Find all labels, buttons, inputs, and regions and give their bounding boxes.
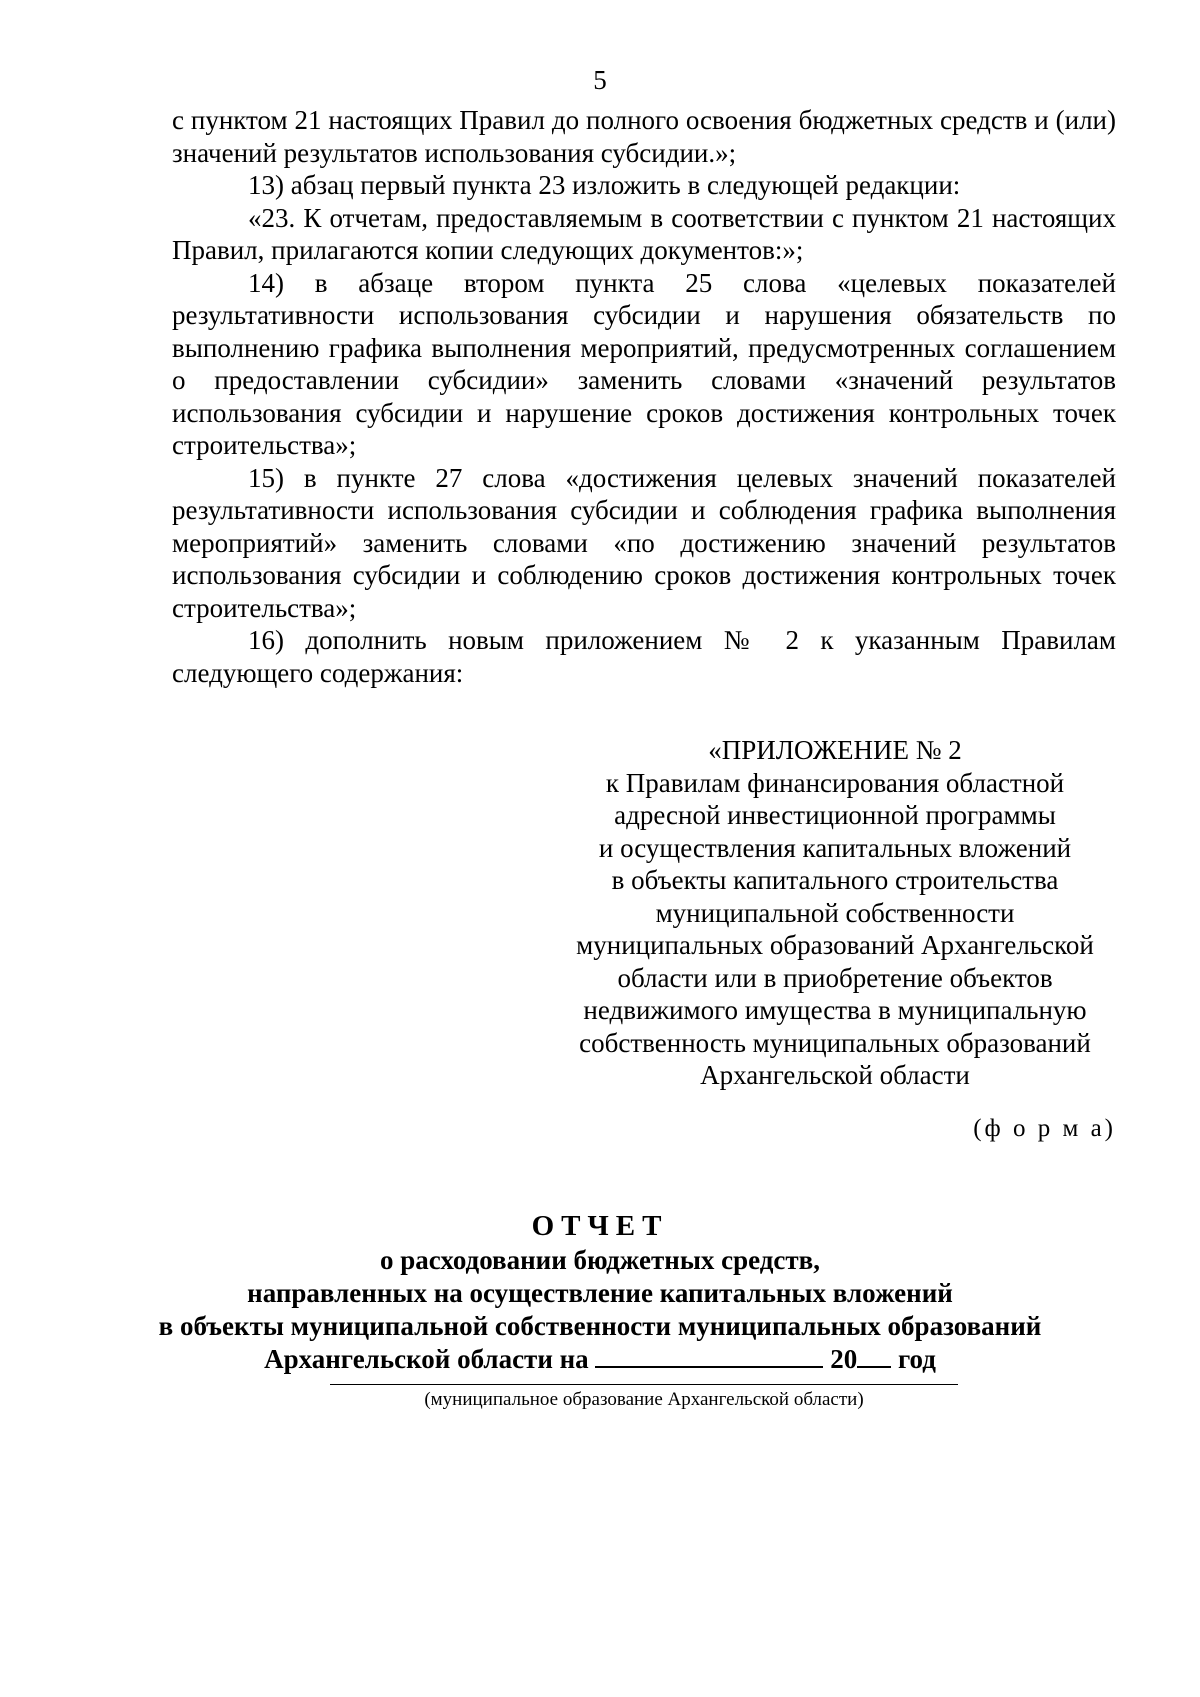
paragraph-item-16: 16) дополнить новым приложением № 2 к указанным Правилам следующего содержания: — [172, 625, 1116, 688]
report-period-line — [0, 1343, 1200, 1376]
appendix-line: области или в приобретение объектов — [617, 962, 1053, 993]
paragraph-quote-23: «23. К отчетам, предоставляемым в соответствии с пунктом 21 настоящих Правил, прилагаются копии следующих документов:»; — [172, 202, 1116, 265]
appendix-line: недвижимого имущества в муниципальную — [583, 995, 1087, 1025]
period-blank[interactable] — [595, 1344, 823, 1368]
appendix-line: муниципальной собственности — [655, 897, 1015, 928]
report-title: ОТЧЕТ — [531, 1210, 669, 1242]
appendix-line: собственность муниципальных образований — [579, 1027, 1091, 1058]
appendix-line: адресной инвестиционной программы — [614, 800, 1056, 830]
report-subtitle-line: в объекты муниципальной собственности муниципальных образований — [158, 1311, 1042, 1341]
report-year-prefix: 20 — [830, 1344, 858, 1374]
report-year-suffix: год — [897, 1344, 936, 1374]
municipality-caption: (муниципальное образование Архангельской области) — [424, 1389, 864, 1410]
appendix-line: Архангельской области — [700, 1060, 970, 1090]
amendment-text — [172, 104, 1116, 689]
year-blank[interactable] — [857, 1344, 891, 1368]
report-period-prefix: Архангельской области на — [264, 1344, 589, 1374]
appendix-header — [555, 734, 1115, 1092]
appendix-line: «ПРИЛОЖЕНИЕ № 2 — [708, 735, 962, 765]
paragraph-item-13: 13) абзац первый пункта 23 изложить в следующей редакции: — [248, 170, 961, 200]
report-subtitle-line: направленных на осуществление капитальных вложений — [247, 1278, 953, 1308]
report-heading — [0, 1208, 1200, 1376]
appendix-line: в объекты капитального строительства — [611, 865, 1059, 895]
report-subtitle-line: о расходовании бюджетных средств, — [379, 1245, 821, 1275]
appendix-line: муниципальных образований Архангельской — [576, 930, 1094, 960]
paragraph-item-14: 14) в абзаце втором пункта 25 слова «целевых показателей результативности использования субсидии и нарушения обязательств по выполнению графика выполнения мероприятий, предусмотренных соглашением о предоставлении субсидии» заменить словами «значений результатов использования субсидии и нарушение сроков достижения контрольных точек строительства»; — [172, 267, 1116, 460]
paragraph-item-15: 15) в пункте 27 слова «достижения целевых значений показателей результативности использования субсидии и соблюдения графика выполнения мероприятий» заменить словами «по достижению значений результатов использования субсидии и соблюдению сроков достижения контрольных точек строительства»; — [172, 462, 1116, 623]
paragraph-continuation: с пунктом 21 настоящих Правил до полного освоения бюджетных средств и (или) значений результатов использования субсидии.»; — [172, 105, 1116, 168]
page-number: 5 — [593, 65, 607, 95]
form-label: (ф о р м а) — [973, 1115, 1116, 1142]
appendix-line: и осуществления капитальных вложений — [598, 832, 1072, 863]
appendix-line: к Правилам финансирования областной — [605, 767, 1065, 798]
municipality-blank-line[interactable] — [330, 1384, 958, 1385]
